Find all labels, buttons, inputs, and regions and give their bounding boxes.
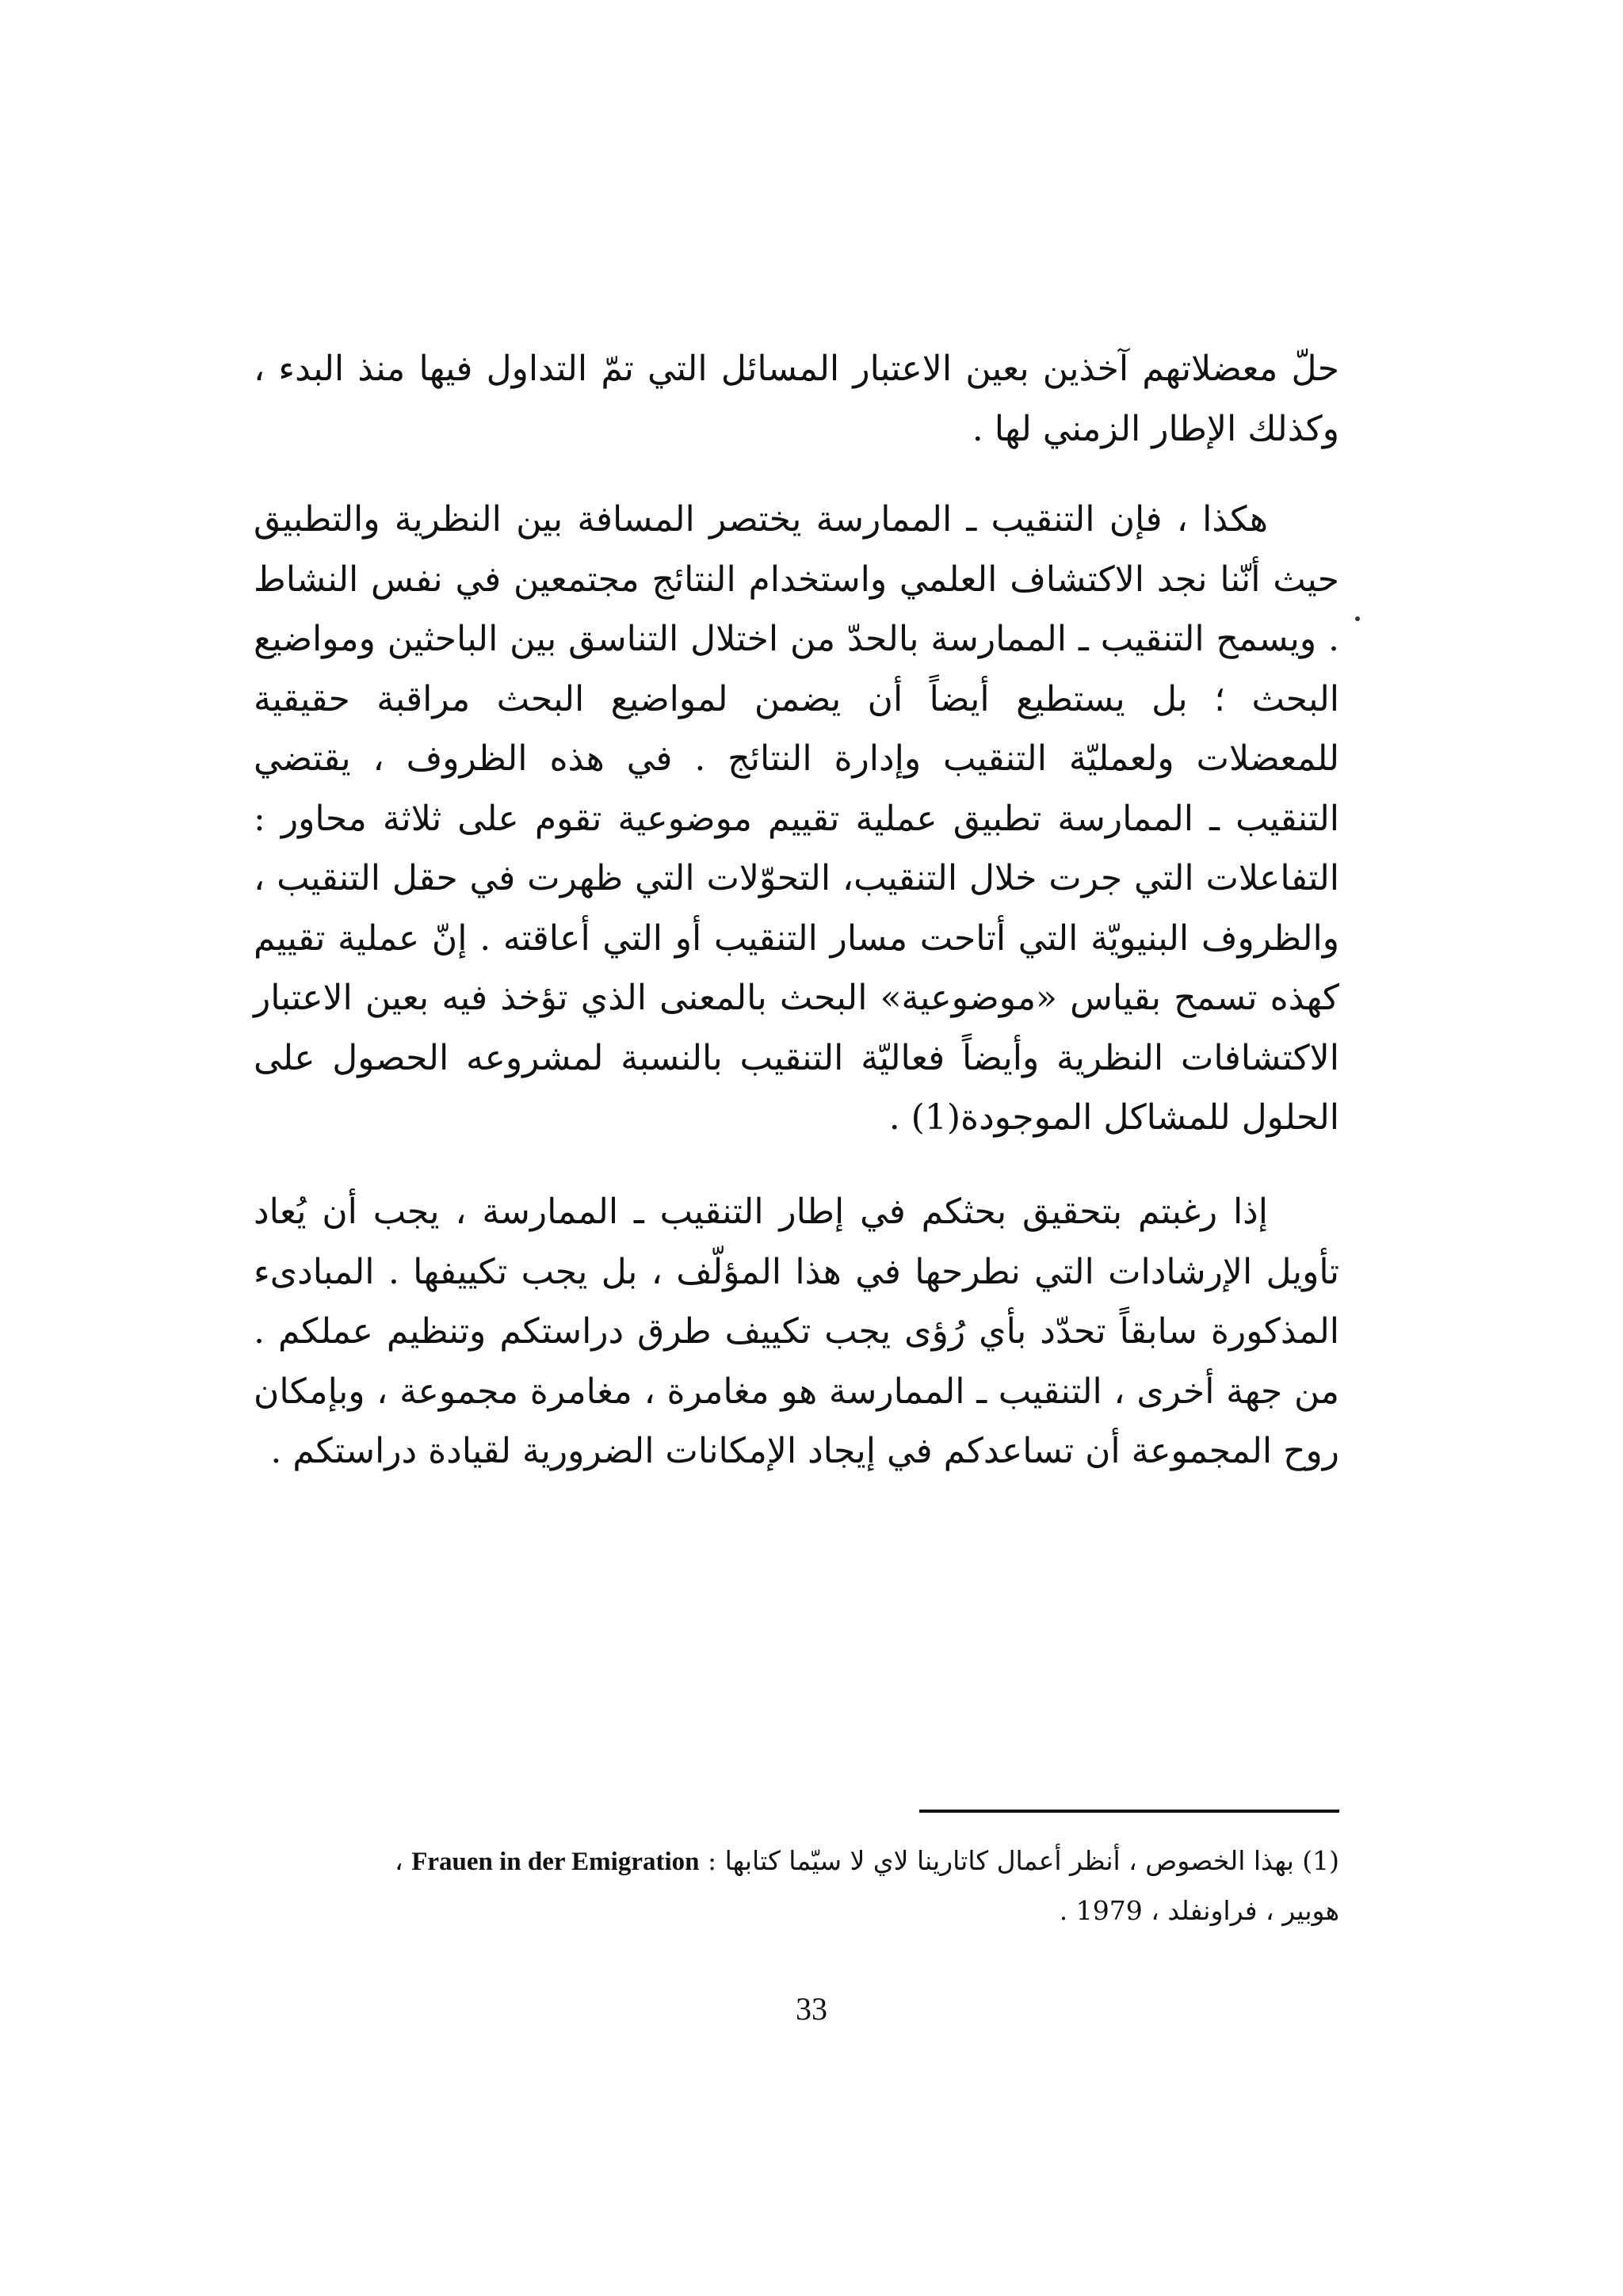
footnote-arabic: (1) بهذا الخصوص ، أنظر أعمال كاتارينا لاي لا سيّما كتابها : (708, 1845, 1339, 1876)
paragraph-text: إذا رغبتم بتحقيق بحثكم في إطار التنقيب ـ الممارسة ، يجب أن يُعاد تأويل الإرشادات التي نطرحها في هذا المؤلّف ، بل يجب تكييفها . المبادىء المذكورة سابقاً تحدّد بأي رُؤى يجب تكييف طرق دراستكم وتنظيم عملكم . من جهة أخرى ، التنقيب ـ الممارسة هو مغامرة ، مغامرة مجموعة ، وبإمكان روح المجموعة أن تساعدكم في إيجاد الإمكانات الضرورية لقيادة دراستكم . (254, 1192, 1340, 1471)
continuation-paragraph (254, 339, 1339, 459)
body-paragraph-2 (254, 1182, 1339, 1482)
scan-speck (1355, 616, 1360, 621)
footnote-comma: ، (395, 1845, 403, 1876)
footnote-separator (919, 1810, 1339, 1813)
footnote (269, 1836, 1339, 1936)
footnote-book-title: Frauen in der Emigration (411, 1848, 700, 1876)
body-paragraph-1 (254, 490, 1339, 1148)
footnote-line-1 (269, 1836, 1339, 1886)
paragraph-text: هكذا ، فإن التنقيب ـ الممارسة يختصر المسافة بين النظرية والتطبيق حيث أنّنا نجد الاكتشاف العلمي واستخدام النتائج مجتمعين في نفس النشاط . ويسمح التنقيب ـ الممارسة بالحدّ من اختلال التناسق بين الباحثين ومواضيع البحث ؛ بل يستطيع أيضاً أن يضمن لمواضيع البحث مراقبة حقيقية للمعضلات ولعمليّة التنقيب وإدارة النتائج . في هذه الظروف ، يقتضي التنقيب ـ الممارسة تطبيق عملية تقييم موضوعية تقوم على ثلاثة محاور : التفاعلات التي جرت خلال التنقيب، التحوّلات التي ظهرت في حقل التنقيب ، والظروف البنيويّة التي أتاحت مسار التنقيب أو التي أعاقته . إنّ عملية تقييم كهذه تسمح بقياس «موضوعية» البحث بالمعنى الذي تؤخذ فيه بعين الاعتبار الاكتشافات النظرية وأيضاً فعاليّة التنقيب بالنسبة لمشروعه الحصول على الحلول للمشاكل الموجودة(1) . (254, 499, 1339, 1138)
footnote-line-2: هوبير ، فراونفلد ، 1979 . (1059, 1895, 1339, 1926)
page-number: 33 (796, 1991, 827, 2027)
paragraph-text: حلّ معضلاتهم آخذين بعين الاعتبار المسائل التي تمّ التداول فيها منذ البدء ، وكذلك الإطار الزمني لها . (254, 349, 1339, 449)
